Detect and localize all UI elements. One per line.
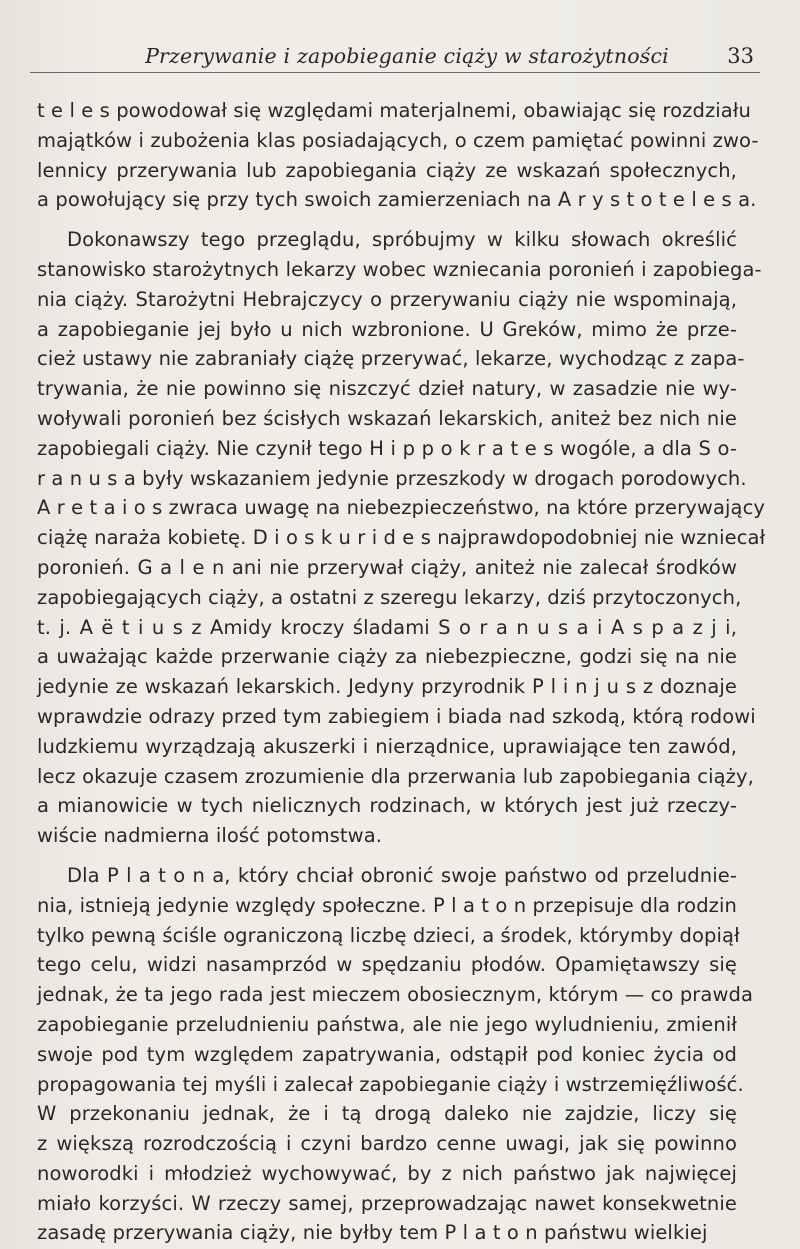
text-line: z większą rozrodczością i czyni bardzo cenne uwagi, jak się powinno [37,1132,737,1156]
text-line: zapobiegających ciąży, a ostatni z szeregu lekarzy, dziś przytoczonych, [37,585,742,609]
text-line: nia ciąży. Starożytni Hebrajczycy o przerywaniu ciąży nie wspominają, [37,287,737,311]
text-line: W przekonaniu jednak, że i tą drogą daleko nie zajdzie, liczy się [37,1102,737,1126]
text-line: A r e t a i o s zwraca uwagę na niebezpieczeństwo, na które przerywający [37,496,766,520]
running-title: Przerywanie i zapobieganie ciąży w starożytności [145,44,669,68]
text-line: a mianowicie w tych nielicznych rodzinach, w których jest już rzeczy- [37,794,737,818]
paragraph-2 [37,225,766,851]
text-line: zapobiegali ciąży. Nie czynił tego H i p p o k r a t e s wogóle, a dla S o- [37,436,737,460]
page-header [30,44,760,73]
text-line: lecz okazuje czasem zrozumienie dla przerwania lub zapobiegania ciąży, [37,764,754,788]
text-line: lennicy przerywania lub zapobiegania ciąży ze wskazań społecznych, [37,158,737,182]
text-line: miało korzyści. W rzeczy samej, przeprowadzając nawet konsekwetnie [37,1191,737,1215]
text-line: Dokonawszy tego przeglądu, spróbujmy w kilku słowach określić [67,228,737,252]
text-line: cież ustawy nie zabraniały ciążę przerywać, lekarze, wychodząc z zapa- [37,347,745,371]
text-line: tylko pewną ściśle ograniczoną liczbę dzieci, a środek, którymby dopiął [37,923,740,947]
text-line: trywania, że nie powinno się niszczyć dzieł natury, w zasadzie nie wy- [37,377,737,401]
paragraph-3 [37,861,754,1248]
text-line: zapobieganie przeludnieniu państwa, ale nie jego wyludnieniu, zmienił [37,1012,737,1036]
text-line: zasadę przerywania ciąży, nie byłby tem P l a t o n państwu wielkiej [37,1221,708,1245]
text-line: jedynie ze wskazań lekarskich. Jedyny przyrodnik P l i n j u s z doznaje [37,675,737,699]
text-line: a zapobieganie jej było u nich wzbronione. U Greków, mimo że prze- [37,317,737,341]
text-line: wprawdzie odrazy przed tym zabiegiem i biada nad szkodą, którą rodowi [37,704,756,728]
text-line: Dla P l a t o n a, który chciał obronić swoje państwo od przeludnie- [67,863,737,887]
page-number: 33 [727,44,754,68]
text-line: tego celu, widzi nasamprzód w spędzaniu płodów. Opamiętawszy się [37,953,737,977]
text-line: noworodki i młodzież wychowywać, by z nich państwo jak najwięcej [37,1161,737,1185]
text-line: poronień. G a l e n ani nie przerywał ciąży, aniteż nie zalecał środków [37,555,737,579]
body-text [37,96,766,1248]
text-line: majątków i zubożenia klas posiadających, o czem pamiętać powinni zwo- [37,128,759,152]
paragraph-1 [37,96,759,215]
text-line: wiście nadmierna ilość potomstwa. [37,824,383,848]
text-line: ciążę naraża kobietę. D i o s k u r i d e s najprawdopodobniej nie wzniecał [37,526,766,550]
text-line: t e l e s powodował się względami materjalnemi, obawiając się rozdziału [37,99,751,122]
text-line: a uważając każde przerwanie ciąży za niebezpieczne, godzi się na nie [37,645,737,669]
text-line: jednak, że ta jego rada jest mieczem obosiecznym, którym — co prawda [37,983,754,1007]
text-line: a powołujący się przy tych swoich zamierzeniach na A r y s t o t e l e s a. [37,188,757,212]
text-line: t. j. A ë t i u s z Amidy kroczy śladami S o r a n u s a i A s p a z j i, [37,615,737,639]
text-line: nia, istnieją jedynie względy społeczne. P l a t o n przepisuje dla rodzin [37,893,737,917]
text-line: woływali poronień bez ścisłych wskazań lekarskich, aniteż bez nich nie [37,406,737,430]
text-line: stanowisko starożytnych lekarzy wobec wzniecania poronień i zapobiega- [37,257,762,281]
text-line: r a n u s a były wskazaniem jedynie przeszkody w drogach porodowych. [37,466,747,490]
text-line: propagowania tej myśli i zalecał zapobieganie ciąży i wstrzemięźliwość. [37,1072,744,1096]
text-line: ludzkiemu wyrządzają akuszerki i nierządnice, uprawiające ten zawód, [37,734,737,758]
text-line: swoje pod tym względem zapatrywania, odstąpił pod koniec życia od [37,1042,737,1066]
